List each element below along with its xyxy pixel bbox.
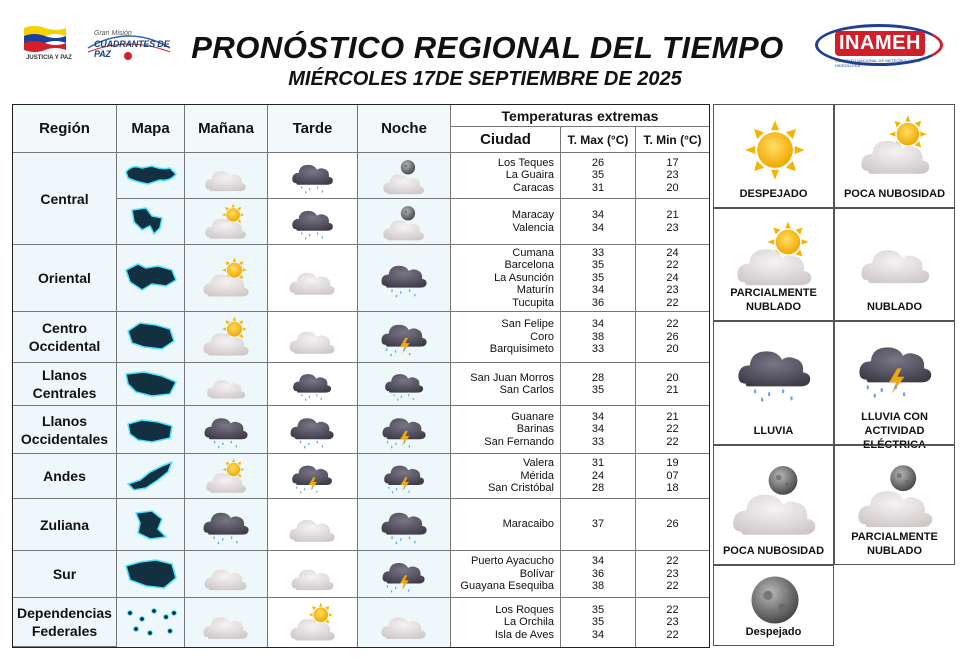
city-name: Isla de Aves — [494, 628, 554, 641]
region-name: Centro Occidental — [28, 320, 101, 354]
region-map-cell — [117, 363, 185, 406]
tmin-list-cell — [636, 312, 709, 363]
city-name: Barquisimeto — [489, 343, 554, 356]
header-map: Mapa — [117, 105, 185, 153]
storm-icon — [380, 409, 429, 451]
inameh-logo-text: INAMEH — [835, 31, 925, 56]
temp-max: 36 — [591, 567, 605, 580]
partly-cloudy-icon — [201, 315, 252, 359]
partly-cloudy-icon — [856, 113, 936, 179]
storm-icon — [380, 554, 428, 595]
region-name-cell — [13, 499, 117, 551]
region-map — [122, 260, 180, 296]
temp-max: 36 — [591, 296, 605, 309]
night-forecast-cell — [358, 454, 451, 499]
legend-label: DESPEJADO — [739, 188, 808, 200]
moon-cloud-icon — [381, 156, 427, 196]
storm-icon — [379, 315, 430, 359]
cloudy-icon — [201, 601, 251, 644]
temp-min: 07 — [666, 469, 679, 482]
cloudy-icon — [203, 156, 249, 196]
temp-min: 22 — [666, 435, 679, 448]
rain-icon — [383, 366, 426, 403]
afternoon-forecast-cell — [268, 245, 358, 312]
legend-icon-wrap — [853, 458, 939, 530]
morning-forecast-cell — [185, 499, 268, 551]
region-name: Llanos Centrales — [32, 367, 97, 401]
tmax-list-cell — [561, 598, 636, 647]
tmax-list-cell — [561, 199, 636, 245]
city-name: Guanare — [511, 410, 554, 423]
morning-forecast-cell — [185, 454, 268, 499]
city-name: Los Roques — [495, 603, 554, 616]
city-name: Tucupita — [512, 296, 554, 309]
legend-icon-wrap — [856, 113, 936, 179]
temp-min: 22 — [666, 603, 679, 616]
temp-min: 23 — [666, 284, 679, 297]
header-temps: Temperaturas extremas — [451, 105, 709, 127]
city-list-cell — [451, 598, 561, 647]
temp-max: 31 — [591, 181, 605, 194]
storm-icon — [382, 457, 427, 496]
temp-min: 23 — [666, 221, 679, 234]
cloudy-icon — [205, 366, 248, 403]
city-list-cell — [451, 199, 561, 245]
legend-icon-wrap — [727, 219, 823, 291]
temp-min: 17 — [666, 156, 679, 169]
temp-max: 26 — [591, 156, 605, 169]
temp-max: 24 — [591, 469, 605, 482]
region-map-cell — [117, 598, 185, 647]
logo-gm-line2: CUADRANTES DE PAZ — [94, 39, 170, 59]
cloudy-icon — [287, 256, 338, 300]
temp-min: 22 — [666, 423, 679, 436]
night-forecast-cell — [358, 598, 451, 647]
temp-min: 23 — [666, 567, 679, 580]
city-name: Barinas — [516, 423, 554, 436]
region-name-cell — [13, 454, 117, 499]
temp-max: 34 — [591, 318, 605, 331]
region-name: Zuliana — [39, 516, 89, 533]
legend-icon-wrap — [854, 332, 938, 402]
header — [0, 0, 960, 100]
region-name: Sur — [52, 566, 77, 582]
afternoon-forecast-cell — [268, 312, 358, 363]
night-forecast-cell — [358, 363, 451, 406]
region-map-cell — [117, 199, 185, 245]
legend-item — [713, 208, 834, 321]
inameh-logo — [815, 22, 941, 66]
city-name: Bolívar — [519, 567, 554, 580]
legend-item — [713, 321, 834, 445]
afternoon-forecast-cell — [268, 406, 358, 454]
rain-icon — [379, 503, 430, 547]
legend-icon-wrap — [740, 572, 810, 628]
city-name: Guayana Esequiba — [460, 580, 554, 593]
region-map — [122, 556, 180, 592]
morning-forecast-cell — [185, 199, 268, 245]
tmax-list-cell — [561, 153, 636, 199]
temp-min: 21 — [666, 209, 679, 221]
region-map — [122, 412, 180, 448]
region-map — [122, 605, 180, 641]
tmin-list-cell — [636, 454, 709, 499]
morning-forecast-cell — [185, 245, 268, 312]
tmax-list-cell — [561, 406, 636, 454]
header-night: Noche — [358, 105, 451, 153]
temp-max: 34 — [591, 410, 605, 423]
legend-item — [834, 208, 955, 321]
moon-icon — [740, 572, 810, 628]
legend-item — [713, 104, 834, 208]
temp-max: 35 — [591, 616, 605, 629]
night-forecast-cell — [358, 499, 451, 551]
rain-icon — [288, 409, 337, 451]
header-city: Ciudad — [451, 127, 561, 153]
cloudy-icon — [287, 503, 338, 547]
region-map — [122, 458, 180, 494]
temp-min: 22 — [666, 318, 679, 331]
temp-max: 33 — [591, 343, 605, 356]
legend-label: LLUVIA CON ACTIVIDAD ELÉCTRICA — [861, 411, 928, 451]
legend-icon-wrap — [727, 458, 823, 538]
temp-min: 26 — [666, 330, 679, 343]
temp-min: 23 — [666, 616, 679, 629]
temp-max: 35 — [591, 271, 605, 284]
tmin-list-cell — [636, 363, 709, 406]
city-list-cell — [451, 245, 561, 312]
temp-min: 21 — [666, 410, 679, 423]
legend-icon-wrap — [735, 117, 815, 183]
city-name: Coro — [530, 330, 554, 343]
temp-min: 19 — [666, 457, 679, 470]
city-list-cell — [451, 406, 561, 454]
legend-item — [834, 445, 955, 565]
city-name: Puerto Ayacucho — [471, 555, 554, 568]
cloudy-icon — [289, 554, 337, 595]
temp-min: 21 — [666, 384, 679, 396]
page-title: PRONÓSTICO REGIONAL DEL TIEMPO — [191, 30, 784, 65]
legend-icon-wrap — [856, 225, 936, 291]
temp-min: 22 — [666, 580, 679, 593]
city-name: Cumana — [512, 246, 554, 259]
tmin-list-cell — [636, 499, 709, 551]
region-map — [122, 507, 180, 543]
tmin-list-cell — [636, 199, 709, 245]
temp-min: 20 — [666, 371, 679, 384]
sun-icon — [735, 117, 815, 183]
tmin-list-cell — [636, 245, 709, 312]
city-list-cell — [451, 454, 561, 499]
rain-icon — [201, 503, 252, 547]
temp-min: 24 — [666, 246, 679, 259]
legend-label: NUBLADO — [867, 301, 922, 313]
forecast-table — [12, 104, 710, 648]
temp-min: 18 — [666, 482, 679, 495]
city-name: La Orchila — [503, 616, 554, 629]
moon-cloud-icon — [727, 458, 823, 538]
tmax-list-cell — [561, 312, 636, 363]
city-name: San Fernando — [484, 435, 554, 448]
legend-item — [834, 104, 955, 208]
city-name: La Guaira — [505, 169, 554, 182]
region-map — [122, 366, 180, 402]
morning-forecast-cell — [185, 153, 268, 199]
temp-min: 22 — [666, 555, 679, 568]
night-forecast-cell — [358, 153, 451, 199]
city-list-cell — [451, 153, 561, 199]
temp-max: 37 — [591, 518, 605, 531]
region-name-cell — [13, 363, 117, 406]
header-region: Región — [13, 105, 117, 153]
city-list-cell — [451, 312, 561, 363]
night-forecast-cell — [358, 551, 451, 598]
tmin-list-cell — [636, 598, 709, 647]
legend-label: PARCIALMENTE NUBLADO — [851, 531, 938, 557]
city-list-cell — [451, 363, 561, 406]
tmax-list-cell — [561, 363, 636, 406]
temp-min: 22 — [666, 259, 679, 272]
night-forecast-cell — [358, 312, 451, 363]
tmin-list-cell — [636, 153, 709, 199]
temp-max: 34 — [591, 628, 605, 641]
region-map-cell — [117, 454, 185, 499]
legend-label: LLUVIA — [753, 425, 794, 437]
region-map-cell — [117, 499, 185, 551]
region-map-cell — [117, 312, 185, 363]
rain-icon — [290, 202, 336, 242]
city-name: San Carlos — [499, 384, 554, 396]
afternoon-forecast-cell — [268, 499, 358, 551]
partly-cloudy-icon — [204, 457, 249, 496]
afternoon-forecast-cell — [268, 454, 358, 499]
cloudy-icon — [202, 554, 250, 595]
tmax-list-cell — [561, 499, 636, 551]
city-name: Maturín — [516, 284, 554, 297]
city-name: La Asunción — [494, 271, 554, 284]
legend — [713, 104, 955, 646]
moon-cloud-icon — [853, 458, 939, 530]
temp-max: 38 — [591, 580, 605, 593]
region-map-cell — [117, 551, 185, 598]
storm-icon — [854, 332, 938, 402]
region-name-cell — [13, 153, 117, 245]
cloudy-icon — [287, 315, 338, 359]
region-map — [122, 158, 180, 194]
tmax-list-cell — [561, 245, 636, 312]
temp-max: 33 — [591, 246, 605, 259]
region-name: Dependencias Federales — [17, 605, 112, 639]
region-name-cell — [13, 598, 117, 647]
partly-cloudy-icon — [201, 256, 252, 300]
legend-item — [713, 445, 834, 565]
city-name: San Juan Morros — [470, 371, 554, 384]
region-name: Central — [40, 190, 89, 207]
temp-min: 22 — [666, 296, 679, 309]
region-map-cell — [117, 245, 185, 312]
city-name: Barcelona — [504, 259, 554, 272]
region-map-cell — [117, 406, 185, 454]
city-list-cell — [451, 499, 561, 551]
tmin-list-cell — [636, 551, 709, 598]
temp-max: 28 — [591, 482, 605, 495]
partly-cloudy-icon — [203, 202, 249, 242]
afternoon-forecast-cell — [268, 199, 358, 245]
city-name: San Felipe — [501, 318, 554, 331]
tmin-list-cell — [636, 406, 709, 454]
page-date: MIÉRCOLES 17DE SEPTIEMBRE DE 2025 — [288, 68, 682, 90]
temp-min: 20 — [666, 343, 679, 356]
temp-max: 35 — [591, 603, 605, 616]
temp-max: 35 — [591, 259, 605, 272]
region-name: Llanos Occidentales — [20, 412, 109, 447]
header-morning: Mañana — [185, 105, 268, 153]
morning-forecast-cell — [185, 312, 268, 363]
temp-max: 34 — [591, 209, 605, 221]
region-map — [122, 204, 180, 240]
afternoon-forecast-cell — [268, 363, 358, 406]
region-name: Oriental — [38, 270, 91, 286]
temp-max: 34 — [591, 555, 605, 568]
city-name: Mérida — [520, 469, 554, 482]
temp-min: 23 — [666, 169, 679, 182]
inameh-logo-subtext: INSTITUTO NACIONAL DE METEOROLOGÍA E HIDROLOGÍA — [835, 58, 922, 68]
logo-gm-line1: Gran Misión — [94, 30, 132, 37]
night-forecast-cell — [358, 199, 451, 245]
morning-forecast-cell — [185, 598, 268, 647]
city-name: Valencia — [512, 221, 554, 234]
temp-max: 33 — [591, 435, 605, 448]
morning-forecast-cell — [185, 551, 268, 598]
legend-label: Despejado — [745, 626, 802, 638]
city-name: Maracay — [511, 209, 554, 221]
temp-max: 35 — [591, 169, 605, 182]
temp-min: 20 — [666, 181, 679, 194]
legend-label: POCA NUBOSIDAD — [722, 545, 825, 557]
afternoon-forecast-cell — [268, 551, 358, 598]
partly-cloudy-icon — [727, 219, 823, 291]
region-name-cell — [13, 312, 117, 363]
moon-cloud-icon — [381, 202, 427, 242]
temp-max: 34 — [591, 221, 605, 234]
legend-label: PARCIALMENTE NUBLADO — [730, 287, 817, 313]
city-name: Maracaibo — [502, 518, 554, 531]
temp-max: 38 — [591, 330, 605, 343]
header-afternoon: Tarde — [268, 105, 358, 153]
city-name: Los Teques — [497, 156, 554, 169]
morning-forecast-cell — [185, 406, 268, 454]
temp-min: 26 — [666, 518, 679, 531]
night-forecast-cell — [358, 406, 451, 454]
region-name: Andes — [43, 468, 86, 484]
city-list-cell — [451, 551, 561, 598]
legend-item — [713, 565, 834, 646]
region-map — [122, 319, 180, 355]
tmax-list-cell — [561, 454, 636, 499]
morning-forecast-cell — [185, 363, 268, 406]
city-name: Caracas — [513, 181, 554, 194]
region-name-cell — [13, 551, 117, 598]
temp-min: 24 — [666, 271, 679, 284]
partly-cloudy-icon — [288, 601, 338, 644]
rain-icon — [202, 409, 251, 451]
rain-icon — [291, 366, 334, 403]
temp-max: 34 — [591, 423, 605, 436]
temp-max: 31 — [591, 457, 605, 470]
rain-icon — [379, 256, 430, 300]
rain-icon — [290, 156, 336, 196]
legend-item — [834, 321, 955, 451]
legend-icon-wrap — [733, 336, 817, 406]
region-name-cell — [13, 245, 117, 312]
rain-icon — [733, 336, 817, 406]
logo-caption: JUSTICIA Y PAZ — [26, 55, 72, 61]
cloudy-icon — [856, 225, 936, 291]
legend-label: POCA NUBOSIDAD — [843, 188, 946, 200]
header-tmax: T. Max (°C) — [561, 127, 636, 153]
afternoon-forecast-cell — [268, 598, 358, 647]
region-name-cell — [13, 406, 117, 454]
temp-max: 28 — [591, 371, 605, 384]
city-name: San Cristóbal — [487, 482, 554, 495]
header-tmin: T. Min (°C) — [636, 127, 709, 153]
temp-min: 22 — [666, 628, 679, 641]
temp-max: 34 — [591, 284, 605, 297]
cloudy-icon — [379, 601, 429, 644]
tmax-list-cell — [561, 551, 636, 598]
city-name: Valera — [523, 457, 554, 470]
temp-max: 35 — [591, 384, 605, 396]
storm-icon — [290, 457, 335, 496]
night-forecast-cell — [358, 245, 451, 312]
region-map-cell — [117, 153, 185, 199]
afternoon-forecast-cell — [268, 153, 358, 199]
